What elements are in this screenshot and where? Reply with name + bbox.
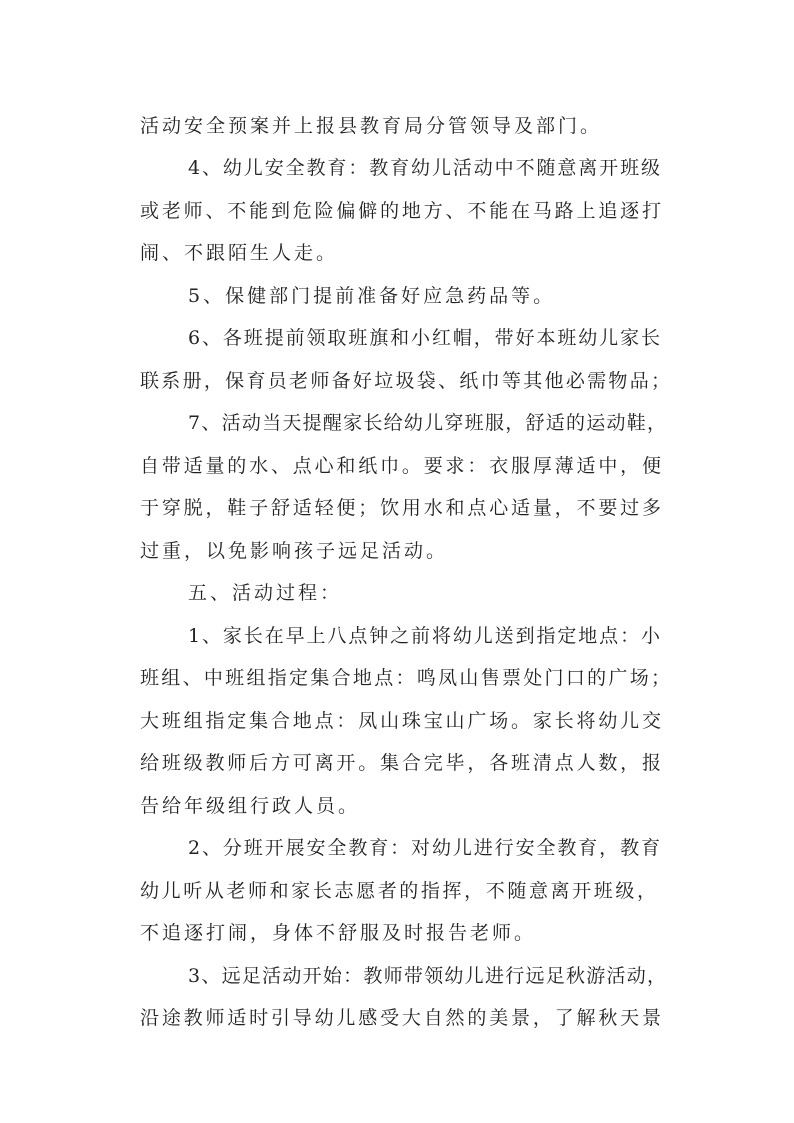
paragraph-line: 不追逐打闹，身体不舒服及时报告老师。 — [140, 922, 537, 944]
paragraph-line: 于穿脱，鞋子舒适轻便；饮用水和点心适量，不要过多 — [140, 497, 661, 519]
paragraph-line: 2、分班开展安全教育：对幼儿进行安全教育，教育 — [188, 837, 660, 859]
paragraph-line: 1、家长在早上八点钟之前将幼儿送到指定地点：小 — [188, 625, 660, 647]
paragraph-line: 大班组指定集合地点：凤山珠宝山广场。家长将幼儿交 — [140, 710, 661, 732]
paragraph-line: 幼儿听从老师和家长志愿者的指挥，不随意离开班级， — [140, 880, 656, 902]
paragraph-line: 6、各班提前领取班旗和小红帽，带好本班幼儿家长 — [188, 327, 660, 349]
paragraph-line: 自带适量的水、点心和纸巾。要求：衣服厚薄适中，便 — [140, 455, 661, 477]
paragraph-line: 班组、中班组指定集合地点：鸣凤山售票处门口的广场； — [140, 667, 670, 689]
paragraph-line: 7、活动当天提醒家长给幼儿穿班服，舒适的运动鞋， — [188, 412, 666, 434]
paragraph-line: 活动安全预案并上报县教育局分管领导及部门。 — [140, 115, 603, 137]
paragraph-line: 或老师、不能到危险偏僻的地方、不能在马路上追逐打 — [140, 200, 661, 222]
paragraph-line: 3、远足活动开始：教师带领幼儿进行远足秋游活动， — [188, 965, 666, 987]
paragraph-line: 5、保健部门提前准备好应急药品等。 — [188, 285, 556, 307]
paragraph-line: 4、幼儿安全教育：教育幼儿活动中不随意离开班级 — [188, 157, 660, 179]
paragraph-line: 沿途教师适时引导幼儿感受大自然的美景，了解秋天景 — [140, 1007, 661, 1029]
paragraph-line: 告给年级组行政人员。 — [140, 795, 361, 817]
paragraph-line: 过重，以免影响孩子远足活动。 — [140, 540, 449, 562]
paragraph-line: 闹、不跟陌生人走。 — [140, 242, 339, 264]
section-heading: 五、活动过程： — [188, 582, 343, 604]
paragraph-line: 联系册，保育员老师备好垃圾袋、纸巾等其他必需物品； — [140, 370, 670, 392]
paragraph-line: 给班级教师后方可离开。集合完毕，各班清点人数，报 — [140, 752, 661, 774]
